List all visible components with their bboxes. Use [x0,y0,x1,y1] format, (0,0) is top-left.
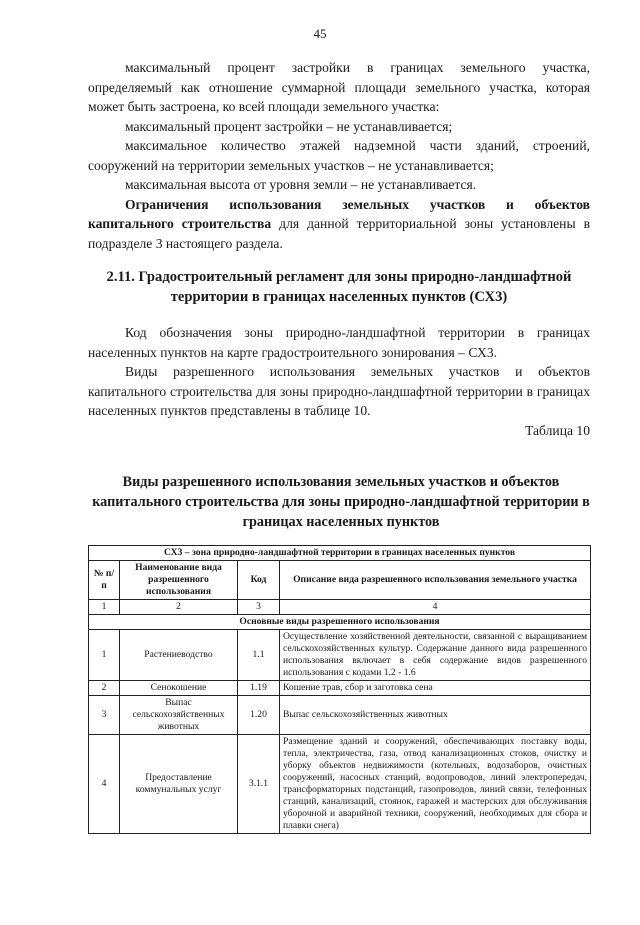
header-desc: Описание вида разрешенного использования земельного участка [280,561,591,600]
page-number: 45 [313,26,327,41]
row-desc: Осуществление хозяйственной деятельности, связанной с выращиванием сельскохозяйственных культур. Содержание данного вида разрешенного использования включает в себя содержание видов разрешенного использования с кодами 1.2 - 1.6 [280,630,591,681]
section-body [88,323,590,440]
row-num: 3 [89,696,120,735]
row-code: 1.19 [238,681,280,696]
row-code: 3.1.1 [238,735,280,834]
zone-header-cell: СХ3 – зона природно-ландшафтной территории в границах населенных пунктов [89,546,591,561]
body-paragraph: Код обозначения зоны природно-ландшафтной территории в границах населенных пунктов на карте градостроительного зонирования – СХ3. [88,325,590,360]
table-title: Виды разрешенного использования земельных участков и объектов капитального строительства для зоны природно-ландшафтной территории в границах населенных пунктов [92,474,590,530]
row-num: 2 [89,681,120,696]
col-number: 1 [89,600,120,615]
intro-paragraph: максимальная высота от уровня земли – не устанавливается. [125,177,477,192]
restrictions-bold-text: Ограничения использования земельных участков и объектов капитального строительства [88,196,590,231]
table-row [89,630,591,681]
row-desc: Кошение трав, сбор и заготовка сена [280,681,591,696]
table-row [89,696,591,735]
row-name: Сенокошение [120,681,238,696]
intro-paragraph: максимальный процент застройки в границах земельного участка, определяемый как отношение суммарной площади земельного участка, которая может быть застроена, ко всей площади земельного участка: [88,60,590,114]
row-desc: Размещение зданий и сооружений, обеспечивающих поставку воды, тепла, электричества, газа, отвод канализационных стоков, очистку и уборку объектов недвижимости (котельных, водозаборов, очистных сооружений, насосных станций, водопроводов, линий электропередач, трансформаторных подстанций, газопроводов, линий связи, телефонных станций, канализаций, стоянок, гаражей и мастерских для обслуживания уборочной и аварийной техники, сооружений, необходимых для сбора и плавки снега) [280,735,591,834]
intro-paragraph: максимальный процент застройки – не устанавливается; [125,118,453,134]
row-num: 4 [89,735,120,834]
row-code: 1.1 [238,630,280,681]
section-basic-header: Основные виды разрешенного использования [89,615,591,630]
row-name: Растениеводство [120,630,238,681]
row-name: Выпас сельскохозяйственных животных [120,696,238,735]
row-name: Предоставление коммунальных услуг [120,735,238,834]
col-number: 3 [238,600,280,615]
row-num: 1 [89,630,120,681]
header-code: Код [238,561,280,600]
restrictions-rest-text: для данной территориальной зоны установлены в подразделе 3 настоящего раздела. [88,216,590,251]
permitted-use-table [88,545,591,834]
section-heading: 2.11. Градостроительный регламент для зоны природно-ландшафтной территории в границах населенных пунктов (СХ3) [106,269,572,305]
header-name: Наименование вида разрешенного использования [120,561,238,600]
row-code: 1.20 [238,696,280,735]
body-paragraph: Виды разрешенного использования земельных участков и объектов капитального строительства для зоны природно-ландшафтной территории в границах населенных пунктов представлены в таблице 10. [88,364,590,418]
col-number: 4 [280,600,591,615]
restrictions-paragraph [88,195,590,254]
table-label: Таблица 10 [525,422,590,438]
table-row [89,681,591,696]
col-number: 2 [120,600,238,615]
row-desc: Выпас сельскохозяйственных животных [280,696,591,735]
intro-paragraph: максимальное количество этажей надземной части зданий, строений, сооружений на территории земельных участков – не устанавливается; [88,138,590,173]
intro-text [88,58,590,253]
table-row [89,735,591,834]
header-num: № п/п [89,561,120,600]
